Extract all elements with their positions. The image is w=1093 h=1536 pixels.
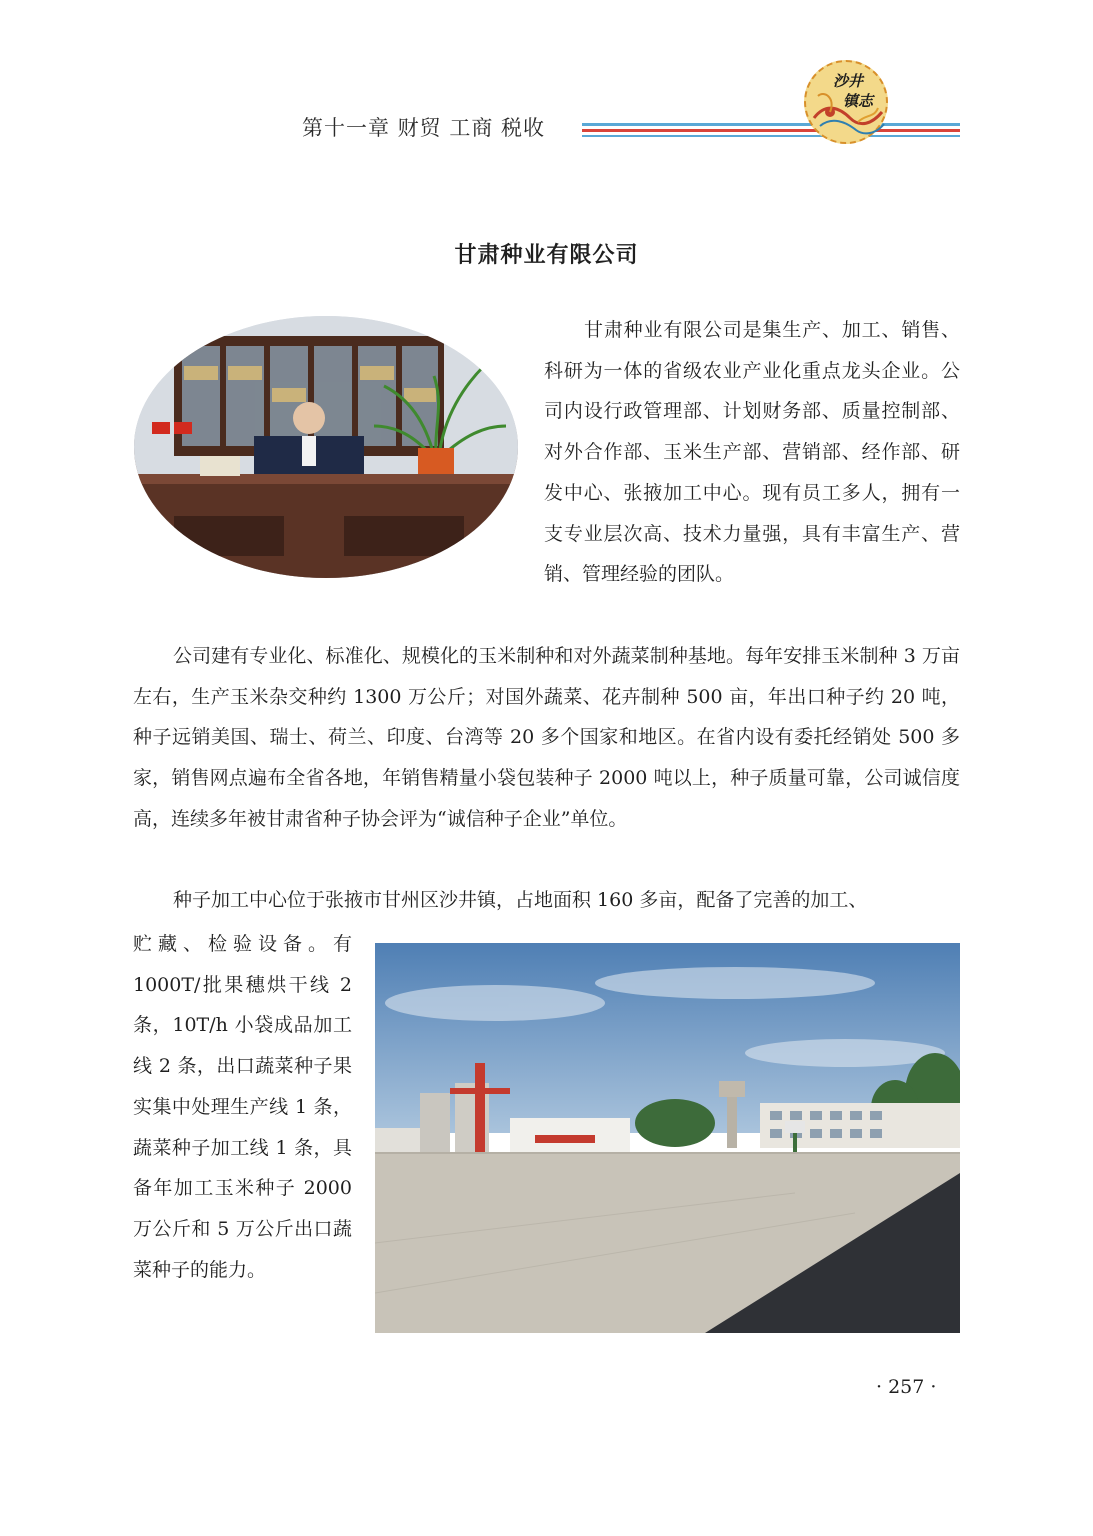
town-gazetteer-seal-logo xyxy=(804,60,888,144)
office-photo xyxy=(134,316,518,578)
paragraph-processing-capacity: 贮藏、检验设备。有 1000T/批果穗烘干线 2 条，10T/h 小袋成品加工线 2 条，出口蔬菜种子果实集中处理生产线 1 条，蔬菜种子加工线 1 条，具备年加工玉米种子 2000 万公斤和 5 万公斤出口蔬菜种子的能力。 xyxy=(133,933,352,1281)
chapter-title: 第十一章 财贸 工商 税收 xyxy=(302,116,546,140)
article-title: 甘肃种业有限公司 xyxy=(454,243,639,268)
header-rule-blue-lower xyxy=(582,135,960,137)
processing-center-illustration xyxy=(375,943,960,1333)
paragraph-company-intro: 甘肃种业有限公司是集生产、加工、销售、科研为一体的省级农业产业化重点龙头企业。公司内设行政管理部、计划财务部、质量控制部、对外合作部、玉米生产部、营销部、经作部、研发中心、张掖加工中心。现有员工多人，拥有一支专业层次高、技术力量强，具有丰富生产、营销、管理经验的团队。 xyxy=(544,319,960,586)
header-rule-blue xyxy=(582,123,960,126)
header-rule-red xyxy=(582,129,960,132)
seal-text-line1: 沙井 xyxy=(833,72,864,90)
paragraph-breeding-base: 公司建有专业化、标准化、规模化的玉米制种和对外蔬菜制种基地。每年安排玉米制种 3 万亩左右，生产玉米杂交种约 1300 万公斤；对国外蔬菜、花卉制种 500 亩，年出口种子约 20 吨，种子远销美国、瑞士、荷兰、印度、台湾等 20 多个国家和地区。在省内设有委托经销处 500 多家，销售网点遍布全省各地，年销售精量小袋包装种子 2000 吨以上，种子质量可靠，公司诚信度高，连续多年被甘肃省种子协会评为“诚信种子企业”单位。 xyxy=(133,645,960,830)
seal-text-line2: 镇志 xyxy=(843,92,874,110)
processing-center-photo xyxy=(375,943,960,1333)
paragraph-processing-center: 种子加工中心位于张掖市甘州区沙井镇，占地面积 160 多亩，配备了完善的加工、 xyxy=(173,889,868,911)
office-photo-illustration xyxy=(134,316,518,578)
page-number: · 257 · xyxy=(876,1376,937,1398)
